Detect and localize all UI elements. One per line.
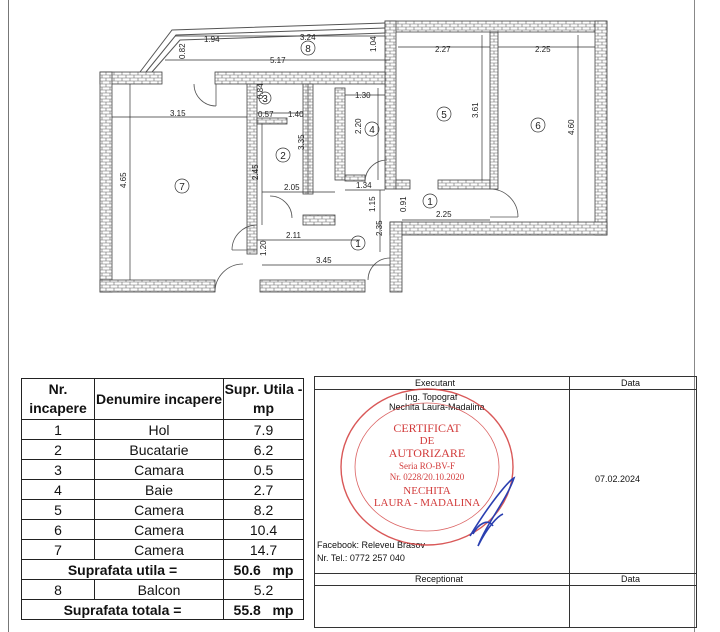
utila-label: Suprafata utila = <box>22 560 224 580</box>
room-number: 3 <box>262 94 268 105</box>
utila-unit: mp <box>272 561 294 578</box>
row-divider <box>315 585 696 586</box>
cell-nr: 6 <box>22 520 95 540</box>
dim-label: 1.40 <box>288 110 304 119</box>
executant-date: 07.02.2024 <box>595 474 641 484</box>
dim-label: 0.84 <box>256 83 265 99</box>
dim-label: 2.05 <box>284 183 300 192</box>
phone-text: Nr. Tel.: 0772 257 040 <box>317 553 405 563</box>
rooms-table <box>21 378 304 620</box>
cell-nr: 4 <box>22 480 95 500</box>
table-row <box>22 480 304 500</box>
receptionat-header: Receptionat <box>415 574 464 584</box>
topograf-name: Nechita Laura-Madalina <box>389 402 485 412</box>
data-header: Data <box>621 378 641 388</box>
utila-cell <box>224 560 304 580</box>
cell-nr: 2 <box>22 440 95 460</box>
cell-name: Baie <box>95 480 224 500</box>
handwritten-signature <box>470 478 514 546</box>
dim-label: 3.61 <box>471 102 480 118</box>
dim-label: 3.15 <box>170 109 186 118</box>
dim-label: 2.25 <box>436 210 452 219</box>
table-row <box>22 440 304 460</box>
cell-name: Balcon <box>95 580 224 600</box>
dim-label: 5.17 <box>270 56 286 65</box>
cell-name: Hol <box>95 420 224 440</box>
dim-label: 1.15 <box>368 196 377 212</box>
table-header-row <box>22 379 304 420</box>
stamp-line-6: NECHITA <box>403 485 451 497</box>
header-denumire: Denumire incapere <box>95 379 224 420</box>
stamp-line-5: Nr. 0228/20.10.2020 <box>389 472 465 482</box>
cell-name: Camera <box>95 500 224 520</box>
dim-label: 2.27 <box>435 45 451 54</box>
cell-nr: 5 <box>22 500 95 520</box>
room-number: 4 <box>369 125 375 136</box>
dim-label: 2.45 <box>251 164 260 180</box>
dim-label: 1.30 <box>355 91 371 100</box>
dim-label: 3.24 <box>300 33 316 42</box>
dim-label: 4.65 <box>119 172 128 188</box>
cell-area: 2.7 <box>224 480 304 500</box>
room-number: 1 <box>355 239 361 250</box>
room-number: 7 <box>179 182 185 193</box>
table-row <box>22 420 304 440</box>
table-row <box>22 460 304 480</box>
cell-nr: 3 <box>22 460 95 480</box>
dim-label: 1.04 <box>369 36 378 52</box>
stamp-line-4: Seria RO-BV-F <box>399 461 455 471</box>
cell-name: Camara <box>95 460 224 480</box>
utila-value: 50.6 <box>233 561 261 578</box>
dim-label: 2.25 <box>535 45 551 54</box>
cell-area: 0.5 <box>224 460 304 480</box>
dim-label: 0.57 <box>258 110 274 119</box>
facebook-text: Facebook: Releveu Brasov <box>317 540 426 550</box>
stamp-line-1: CERTIFICAT <box>393 421 461 435</box>
dim-label: 2.35 <box>375 220 384 236</box>
cell-nr: 1 <box>22 420 95 440</box>
room-number: 5 <box>441 110 447 121</box>
header-suprafata: Supr. Utila - mp <box>224 379 304 420</box>
dim-label: 3.35 <box>297 134 306 150</box>
totala-cell <box>224 600 304 620</box>
topograf-title: Ing. Topograf <box>405 392 458 402</box>
walls <box>100 21 607 292</box>
table-row <box>22 500 304 520</box>
stamp-line-2: DE <box>419 435 435 447</box>
authorization-stamp <box>338 386 516 548</box>
table-row <box>22 520 304 540</box>
executant-header: Executant <box>415 378 456 388</box>
room-number: 2 <box>280 151 286 162</box>
totala-value: 55.8 <box>233 601 261 618</box>
dim-label: 1.94 <box>204 35 220 44</box>
totala-label: Suprafata totala = <box>22 600 224 620</box>
total-utila-row <box>22 560 304 580</box>
dim-label: 2.11 <box>286 231 301 240</box>
cell-name: Camera <box>95 540 224 560</box>
dim-label: 4.60 <box>567 119 576 135</box>
data-header-2: Data <box>621 574 641 584</box>
room-number: 1 <box>427 197 433 208</box>
balcony-outline <box>140 23 385 72</box>
room-number: 8 <box>305 44 311 55</box>
cell-nr: 8 <box>22 580 95 600</box>
dim-label: 0.91 <box>399 196 408 212</box>
stamp-line-3: AUTORIZARE <box>388 446 466 460</box>
stamp-line-7: LAURA - MADALINA <box>373 497 481 509</box>
table-row <box>22 540 304 560</box>
balcon-row <box>22 580 304 600</box>
cell-area: 6.2 <box>224 440 304 460</box>
total-totala-row <box>22 600 304 620</box>
cell-area: 8.2 <box>224 500 304 520</box>
cell-area: 5.2 <box>224 580 304 600</box>
header-nr: Nr. incapere <box>22 379 95 420</box>
totala-unit: mp <box>272 601 294 618</box>
dim-label: 3.45 <box>316 256 332 265</box>
dim-label: 1.34 <box>356 181 372 190</box>
cell-area: 7.9 <box>224 420 304 440</box>
cell-nr: 7 <box>22 540 95 560</box>
dim-label: 2.20 <box>354 118 363 134</box>
column-divider <box>569 377 570 627</box>
cell-area: 14.7 <box>224 540 304 560</box>
cell-area: 10.4 <box>224 520 304 540</box>
room-number: 6 <box>535 121 541 132</box>
dim-label: 0.82 <box>178 43 187 59</box>
cell-name: Bucatarie <box>95 440 224 460</box>
cell-name: Camera <box>95 520 224 540</box>
dim-label: 1.20 <box>259 240 268 256</box>
